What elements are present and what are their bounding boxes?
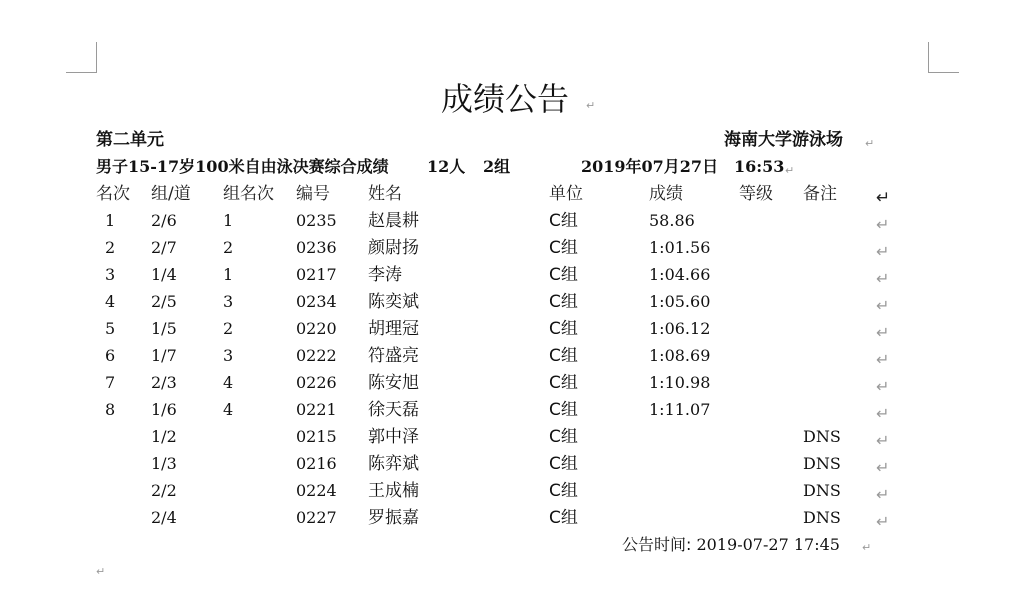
rank-cell: 6 — [105, 346, 116, 365]
paragraph-mark-icon: ↵ — [862, 541, 872, 554]
paragraph-mark-icon: ↵ — [876, 485, 890, 504]
header-group-rank: 组名次 — [223, 184, 274, 204]
group-rank-cell: 2 — [223, 319, 234, 338]
athlete-name-cell: 符盛亮 — [368, 346, 419, 366]
paragraph-mark-icon: ↵ — [876, 377, 890, 396]
results-header-row — [0, 186, 1024, 213]
athlete-number-cell: 0236 — [296, 238, 337, 257]
athlete-number-cell: 0234 — [296, 292, 337, 311]
athlete-number-cell: 0235 — [296, 211, 337, 230]
athlete-number-cell: 0226 — [296, 373, 337, 392]
paragraph-mark-icon: ↵ — [96, 565, 106, 578]
result-time-cell: 58.86 — [649, 211, 695, 230]
result-time-cell: 1:08.69 — [649, 346, 711, 365]
note-cell: DNS — [803, 481, 841, 500]
athlete-name-cell: 陈奕斌 — [368, 292, 419, 312]
note-cell: DNS — [803, 454, 841, 473]
group-lane-cell: 1/4 — [151, 265, 177, 284]
athlete-number-cell: 0215 — [296, 427, 337, 446]
athlete-number-cell: 0222 — [296, 346, 337, 365]
athlete-number-cell: 0221 — [296, 400, 337, 419]
announcement-label: 公告时间: — [622, 535, 692, 554]
unit-cell: C组 — [549, 319, 578, 339]
paragraph-mark-icon: ↵ — [876, 512, 890, 531]
table-row — [0, 348, 1024, 375]
note-cell: DNS — [803, 427, 841, 446]
group-lane-cell: 2/5 — [151, 292, 177, 311]
group-lane-cell: 1/2 — [151, 427, 177, 446]
group-rank-cell: 2 — [223, 238, 234, 257]
table-row — [0, 429, 1024, 456]
table-row — [0, 456, 1024, 483]
header-rank: 名次 — [96, 184, 130, 204]
paragraph-mark-icon: ↵ — [876, 323, 890, 342]
result-time-cell: 1:11.07 — [649, 400, 711, 419]
event-time: 16:53 — [734, 157, 785, 176]
crop-mark-top-right — [928, 42, 959, 73]
table-row — [0, 240, 1024, 267]
group-lane-cell: 2/2 — [151, 481, 177, 500]
athlete-number-cell: 0224 — [296, 481, 337, 500]
group-rank-cell: 1 — [223, 211, 234, 230]
event-date: 2019年07月27日 — [581, 157, 719, 176]
paragraph-mark-icon: ↵ — [876, 269, 890, 288]
header-level: 等级 — [739, 184, 773, 204]
result-time-cell: 1:04.66 — [649, 265, 711, 284]
athlete-name-cell: 颜尉扬 — [368, 238, 419, 258]
paragraph-mark-icon: ↵ — [586, 99, 596, 112]
athlete-number-cell: 0227 — [296, 508, 337, 527]
unit-cell: C组 — [549, 346, 578, 366]
header-note: 备注 — [803, 184, 837, 204]
group-lane-cell: 2/7 — [151, 238, 177, 257]
paragraph-mark-icon: ↵ — [785, 164, 795, 177]
crop-mark-top-left — [66, 42, 97, 73]
group-rank-cell: 4 — [223, 400, 234, 419]
paragraph-mark-icon: ↵ — [876, 404, 890, 423]
group-rank-cell: 3 — [223, 346, 234, 365]
rank-cell: 1 — [105, 211, 116, 230]
unit-cell: C组 — [549, 454, 578, 474]
group-lane-cell: 1/7 — [151, 346, 177, 365]
header-unit: 单位 — [549, 184, 583, 204]
header-name: 姓名 — [368, 184, 402, 204]
result-time-cell: 1:10.98 — [649, 373, 711, 392]
rank-cell: 5 — [105, 319, 116, 338]
table-row — [0, 321, 1024, 348]
athlete-name-cell: 王成楠 — [368, 481, 419, 501]
unit-cell: C组 — [549, 481, 578, 501]
athlete-name-cell: 徐天磊 — [368, 400, 419, 420]
group-lane-cell: 1/6 — [151, 400, 177, 419]
athlete-name-cell: 赵晨耕 — [368, 211, 419, 231]
venue-name: 海南大学游泳场 — [724, 130, 843, 150]
entrant-count: 12人 — [427, 157, 466, 176]
table-row — [0, 213, 1024, 240]
header-result: 成绩 — [649, 184, 683, 204]
paragraph-mark-icon: ↵ — [876, 458, 890, 477]
group-lane-cell: 2/4 — [151, 508, 177, 527]
unit-cell: C组 — [549, 211, 578, 231]
rank-cell: 4 — [105, 292, 116, 311]
table-row — [0, 402, 1024, 429]
athlete-name-cell: 郭中泽 — [368, 427, 419, 447]
athlete-number-cell: 0217 — [296, 265, 337, 284]
page-title: 成绩公告 — [441, 80, 570, 118]
rank-cell: 3 — [105, 265, 116, 284]
table-row — [0, 267, 1024, 294]
rank-cell: 8 — [105, 400, 116, 419]
header-lane: 组/道 — [151, 184, 191, 204]
athlete-name-cell: 罗振嘉 — [368, 508, 419, 528]
announcement-time — [622, 537, 840, 553]
note-cell: DNS — [803, 508, 841, 527]
result-time-cell: 1:06.12 — [649, 319, 711, 338]
unit-cell: C组 — [549, 508, 578, 528]
athlete-number-cell: 0220 — [296, 319, 337, 338]
group-rank-cell: 1 — [223, 265, 234, 284]
paragraph-mark-icon: ↵ — [876, 350, 890, 369]
unit-cell: C组 — [549, 373, 578, 393]
paragraph-mark-icon: ↵ — [865, 137, 875, 150]
event-name: 男子15-17岁100米自由泳决赛综合成绩 — [96, 157, 389, 176]
athlete-name-cell: 陈安旭 — [368, 373, 419, 393]
unit-cell: C组 — [549, 292, 578, 312]
table-row — [0, 510, 1024, 537]
group-rank-cell: 4 — [223, 373, 234, 392]
group-rank-cell: 3 — [223, 292, 234, 311]
athlete-number-cell: 0216 — [296, 454, 337, 473]
rank-cell: 7 — [105, 373, 116, 392]
paragraph-mark-icon: ↵ — [876, 242, 890, 261]
group-count: 2组 — [483, 157, 511, 176]
group-lane-cell: 2/3 — [151, 373, 177, 392]
header-number: 编号 — [296, 184, 330, 204]
group-lane-cell: 1/5 — [151, 319, 177, 338]
paragraph-mark-icon: ↵ — [876, 296, 890, 315]
result-time-cell: 1:01.56 — [649, 238, 711, 257]
group-lane-cell: 2/6 — [151, 211, 177, 230]
group-lane-cell: 1/3 — [151, 454, 177, 473]
announcement-value: 2019-07-27 17:45 — [696, 535, 840, 554]
paragraph-mark-icon: ↵ — [876, 215, 890, 234]
paragraph-mark-icon: ↵ — [876, 188, 891, 208]
paragraph-mark-icon: ↵ — [876, 431, 890, 450]
unit-cell: C组 — [549, 238, 578, 258]
rank-cell: 2 — [105, 238, 116, 257]
table-row — [0, 483, 1024, 510]
session-unit: 第二单元 — [96, 130, 164, 150]
result-time-cell: 1:05.60 — [649, 292, 711, 311]
table-row — [0, 294, 1024, 321]
unit-cell: C组 — [549, 400, 578, 420]
unit-cell: C组 — [549, 427, 578, 447]
table-row — [0, 375, 1024, 402]
athlete-name-cell: 李涛 — [368, 265, 402, 285]
athlete-name-cell: 胡理冠 — [368, 319, 419, 339]
athlete-name-cell: 陈弈斌 — [368, 454, 419, 474]
unit-cell: C组 — [549, 265, 578, 285]
